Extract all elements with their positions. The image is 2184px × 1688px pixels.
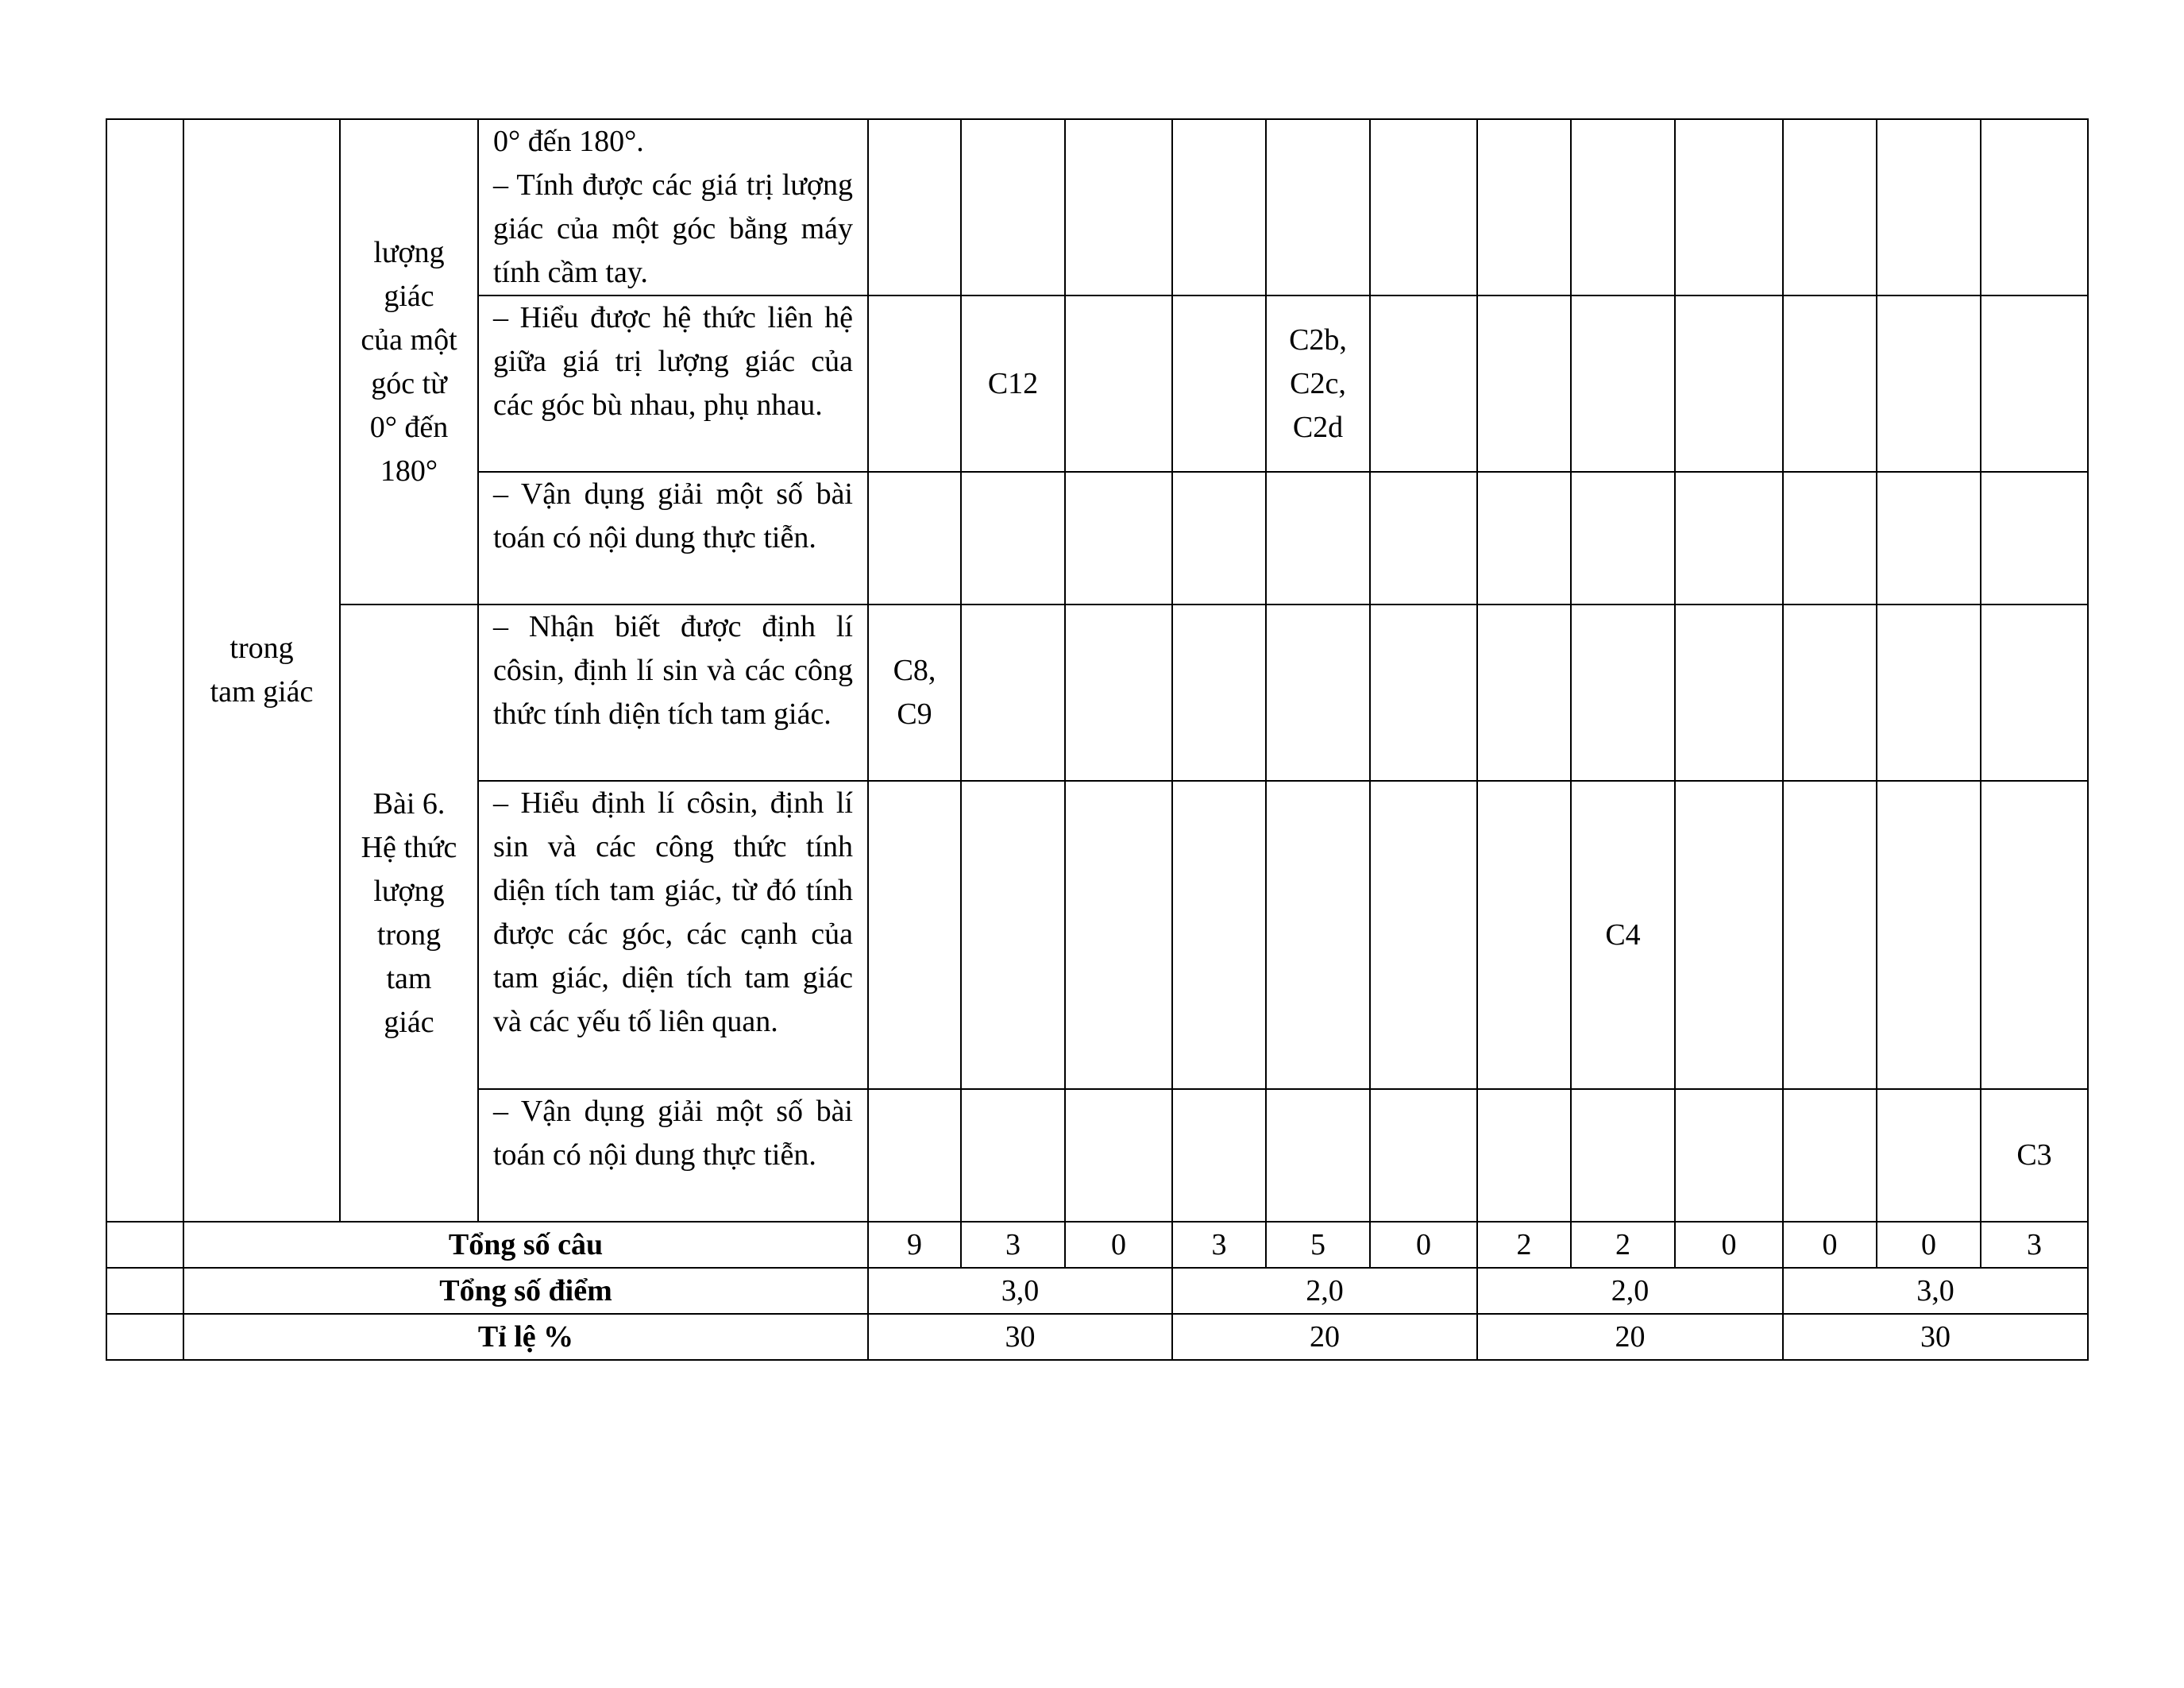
question-cell <box>1065 605 1172 781</box>
question-cell <box>961 781 1065 1089</box>
total-questions-value: 3 <box>961 1222 1065 1268</box>
question-cell <box>1172 295 1266 472</box>
total-questions-value: 0 <box>1675 1222 1783 1268</box>
total-questions-value: 9 <box>868 1222 961 1268</box>
total-points-value: 2,0 <box>1477 1268 1783 1314</box>
question-cell <box>1172 119 1266 295</box>
table-row <box>106 605 2088 781</box>
ratio-row <box>106 1314 2088 1360</box>
requirement-cell: – Nhận biết được định lí côsin, định lí sin và các công thức tính diện tích tam giác. <box>478 605 868 781</box>
question-cell <box>1266 605 1370 781</box>
question-cell <box>1477 119 1571 295</box>
total-points-value: 3,0 <box>868 1268 1172 1314</box>
question-cell <box>1266 1089 1370 1222</box>
question-cell <box>1783 295 1877 472</box>
question-cell <box>1477 1089 1571 1222</box>
question-cell <box>1675 781 1783 1089</box>
question-cell: C8, C9 <box>868 605 961 781</box>
question-cell <box>1675 295 1783 472</box>
question-cell <box>1783 781 1877 1089</box>
question-cell <box>1370 119 1477 295</box>
total-questions-row <box>106 1222 2088 1268</box>
question-cell <box>1981 781 2088 1089</box>
total-questions-value: 0 <box>1370 1222 1477 1268</box>
requirement-cell: – Vận dụng giải một số bài toán có nội dung thực tiễn. <box>478 1089 868 1222</box>
total-questions-value: 3 <box>1172 1222 1266 1268</box>
question-cell <box>1370 472 1477 605</box>
total-questions-label: Tổng số câu <box>183 1222 868 1268</box>
question-cell <box>1675 605 1783 781</box>
lesson-cell: Bài 6. Hệ thức lượng trong tam giác <box>340 605 478 1222</box>
matrix-body <box>106 119 2088 1360</box>
index-cell <box>106 119 183 1222</box>
index-cell <box>106 1268 183 1314</box>
assessment-matrix-table <box>106 118 2089 1361</box>
question-cell <box>1571 472 1675 605</box>
total-points-value: 2,0 <box>1172 1268 1477 1314</box>
question-cell <box>1266 472 1370 605</box>
question-cell <box>1981 605 2088 781</box>
question-cell <box>868 472 961 605</box>
question-cell <box>1065 1089 1172 1222</box>
question-cell <box>961 605 1065 781</box>
question-cell <box>961 1089 1065 1222</box>
question-cell <box>1065 472 1172 605</box>
question-cell <box>1571 1089 1675 1222</box>
question-cell <box>1065 119 1172 295</box>
question-cell: C3 <box>1981 1089 2088 1222</box>
question-cell <box>1172 781 1266 1089</box>
question-cell <box>1571 295 1675 472</box>
ratio-value: 30 <box>1783 1314 2088 1360</box>
requirement-cell: – Vận dụng giải một số bài toán có nội dung thực tiễn. <box>478 472 868 605</box>
total-points-label: Tổng số điểm <box>183 1268 868 1314</box>
total-questions-value: 2 <box>1571 1222 1675 1268</box>
ratio-value: 30 <box>868 1314 1172 1360</box>
question-cell <box>1675 472 1783 605</box>
question-cell <box>1981 119 2088 295</box>
question-cell <box>1172 1089 1266 1222</box>
question-cell <box>868 119 961 295</box>
question-cell: C12 <box>961 295 1065 472</box>
ratio-value: 20 <box>1477 1314 1783 1360</box>
requirement-cell: – Hiểu định lí côsin, định lí sin và các công thức tính diện tích tam giác, từ đó tính được các góc, các cạnh của tam giác, diện tích tam giác và các yếu tố liên quan. <box>478 781 868 1089</box>
question-cell <box>1266 119 1370 295</box>
total-questions-value: 3 <box>1981 1222 2088 1268</box>
question-cell <box>868 295 961 472</box>
question-cell <box>868 1089 961 1222</box>
question-cell <box>961 472 1065 605</box>
question-cell <box>1783 605 1877 781</box>
requirement-cell: – Hiểu được hệ thức liên hệ giữa giá trị lượng giác của các góc bù nhau, phụ nhau. <box>478 295 868 472</box>
question-cell <box>1783 472 1877 605</box>
question-cell <box>1370 605 1477 781</box>
question-cell <box>1783 1089 1877 1222</box>
total-questions-value: 2 <box>1477 1222 1571 1268</box>
total-questions-value: 0 <box>1877 1222 1981 1268</box>
requirement-cell: 0° đến 180°. – Tính được các giá trị lượng giác của một góc bằng máy tính cầm tay. <box>478 119 868 295</box>
question-cell <box>1477 781 1571 1089</box>
question-cell <box>1783 119 1877 295</box>
question-cell <box>1877 781 1981 1089</box>
question-cell: C2b, C2c, C2d <box>1266 295 1370 472</box>
total-questions-value: 0 <box>1065 1222 1172 1268</box>
question-cell: C4 <box>1571 781 1675 1089</box>
question-cell <box>1065 295 1172 472</box>
question-cell <box>868 781 961 1089</box>
question-cell <box>961 119 1065 295</box>
question-cell <box>1370 781 1477 1089</box>
index-cell <box>106 1222 183 1268</box>
question-cell <box>1065 781 1172 1089</box>
question-cell <box>1370 295 1477 472</box>
question-cell <box>1477 295 1571 472</box>
question-cell <box>1172 605 1266 781</box>
question-cell <box>1981 472 2088 605</box>
index-cell <box>106 1314 183 1360</box>
total-points-row <box>106 1268 2088 1314</box>
question-cell <box>1877 605 1981 781</box>
question-cell <box>1477 605 1571 781</box>
question-cell <box>1266 781 1370 1089</box>
question-cell <box>1477 472 1571 605</box>
question-cell <box>1877 295 1981 472</box>
total-questions-value: 0 <box>1783 1222 1877 1268</box>
question-cell <box>1981 295 2088 472</box>
question-cell <box>1877 472 1981 605</box>
question-cell <box>1370 1089 1477 1222</box>
table-row <box>106 119 2088 295</box>
question-cell <box>1675 1089 1783 1222</box>
question-cell <box>1877 119 1981 295</box>
chapter-cell: trong tam giác <box>183 119 340 1222</box>
question-cell <box>1877 1089 1981 1222</box>
question-cell <box>1675 119 1783 295</box>
question-cell <box>1571 119 1675 295</box>
question-cell <box>1172 472 1266 605</box>
total-questions-value: 5 <box>1266 1222 1370 1268</box>
question-cell <box>1571 605 1675 781</box>
ratio-value: 20 <box>1172 1314 1477 1360</box>
total-points-value: 3,0 <box>1783 1268 2088 1314</box>
ratio-label: Tỉ lệ % <box>183 1314 868 1360</box>
lesson-cell: lượng giác của một góc từ 0° đến 180° <box>340 119 478 605</box>
